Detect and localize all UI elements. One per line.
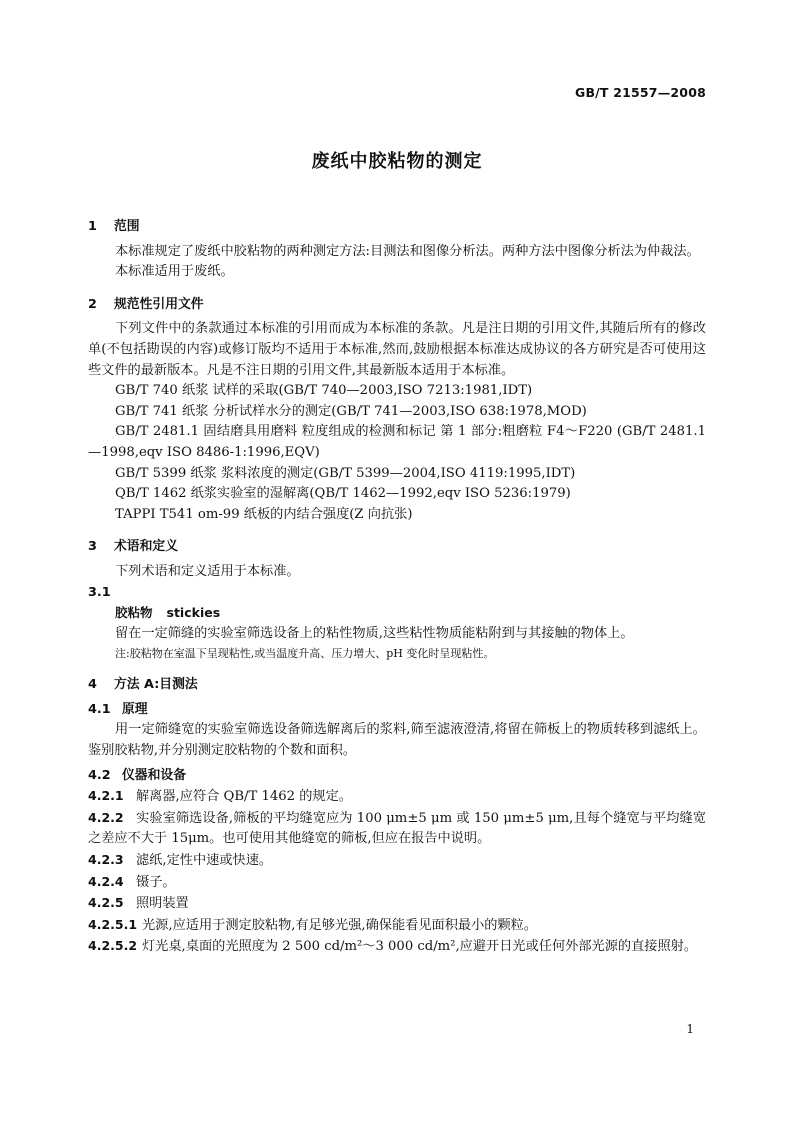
section-title: 范围 [114, 219, 140, 234]
reference-item: QB/T 1462 纸浆实验室的湿解离(QB/T 1462—1992,eqv ISO 5236:1979) [115, 486, 571, 502]
subsection-number: 4.1 [88, 701, 111, 717]
reference-item: TAPPI T541 om-99 纸板的内结合强度(Z 向抗张) [115, 506, 413, 522]
subsection-title: 仪器和设备 [122, 767, 186, 783]
section-2-heading [88, 295, 706, 316]
term-entry [88, 603, 706, 624]
term-note: 注:胶粘物在室温下呈现粘性,或当温度升高、压力增大、pH 变化时呈现粘性。 [115, 647, 495, 661]
document-title: 废纸中胶粘物的测定 [311, 151, 483, 172]
clause-item [88, 915, 706, 937]
subsection-number: 4.2 [88, 767, 111, 783]
section-number: 3 [88, 539, 97, 555]
section-3-heading [88, 537, 706, 558]
reference-item: GB/T 2481.1 固结磨具用磨料 粒度组成的检测和标记 第 1 部分:粗磨粒 F4～F220 (GB/T 2481.1—1998,eqv ISO 8486-1:1996,EQV) [88, 424, 706, 460]
clause-text: 滤纸,定性中速或快速。 [136, 853, 273, 869]
clause-item [88, 872, 706, 894]
reference-item: GB/T 5399 纸浆 浆料浓度的测定(GB/T 5399—2004,ISO 4119:1995,IDT) [115, 465, 576, 481]
clause-text: 解离器,应符合 QB/T 1462 的规定。 [136, 789, 352, 805]
paragraph: 下列文件中的条款通过本标准的引用而成为本标准的条款。凡是注日期的引用文件,其随后所有的修改单(不包括勘误的内容)或修订版均不适用于本标准,然而,鼓励根据本标准达成协议的各方研究是否可使用这些文件的最新版本。凡是不注日期的引用文件,其最新版本适用于本标准。 [88, 321, 706, 378]
term-english: stickies [166, 605, 221, 621]
section-title: 方法 A:目测法 [114, 677, 198, 693]
clause-text: 灯光桌,桌面的光照度为 2 500 cd/m²～3 000 cd/m²,应避开日光或任何外部光源的直接照射。 [142, 939, 698, 955]
clause-item [88, 786, 706, 808]
clause-item [88, 850, 706, 872]
paragraph: 下列术语和定义适用于本标准。 [115, 563, 300, 579]
clause-item [88, 936, 706, 958]
section-number: 4 [88, 677, 97, 693]
subsection-title: 原理 [122, 701, 148, 717]
section-title: 规范性引用文件 [114, 296, 204, 312]
standard-code: GB/T 21557—2008 [574, 85, 706, 100]
subsection-4-1-heading [88, 700, 706, 721]
document-body [88, 217, 706, 958]
section-number: 2 [88, 296, 97, 312]
term-definition: 留在一定筛缝的实验室筛选设备上的粘性物质,这些粘性物质能粘附到与其接触的物体上。 [115, 625, 634, 641]
paragraph: 本标准规定了废纸中胶粘物的两种测定方法:目测法和图像分析法。两种方法中图像分析法为仲裁法。 [115, 243, 700, 259]
clause-number: 4.2.5 [88, 895, 124, 911]
clause-text: 镊子。 [136, 874, 176, 890]
clause-item [88, 893, 706, 915]
term-chinese: 胶粘物 [115, 605, 153, 621]
section-1-heading [88, 217, 706, 238]
section-title: 术语和定义 [114, 539, 178, 555]
subsection-4-2-heading [88, 766, 706, 787]
reference-item: GB/T 741 纸浆 分析试样水分的测定(GB/T 741—2003,ISO 638:1978,MOD) [115, 403, 587, 419]
clause-number: 4.2.5.2 [88, 938, 138, 954]
clause-text: 光源,应适用于测定胶粘物,有足够光强,确保能看见面积最小的颗粒。 [142, 917, 538, 933]
clause-number: 4.2.5.1 [88, 916, 138, 932]
reference-item: GB/T 740 纸浆 试样的采取(GB/T 740—2003,ISO 7213:1981,IDT) [115, 383, 533, 399]
clause-item [88, 808, 706, 850]
paragraph: 用一定筛缝宽的实验室筛选设备筛选解离后的浆料,筛至滤液澄清,将留在筛板上的物质转移到滤纸上。鉴别胶粘物,并分别测定胶粘物的个数和面积。 [88, 722, 706, 759]
clause-number: 4.2.3 [88, 852, 124, 868]
page-number: 1 [686, 1022, 694, 1037]
clause-number: 4.2.4 [88, 873, 124, 889]
clause-number: 4.2.1 [88, 788, 124, 804]
clause-text: 照明装置 [136, 896, 189, 912]
subsection-number: 3.1 [88, 584, 111, 600]
section-number: 1 [88, 219, 97, 234]
clause-number: 4.2.2 [88, 809, 124, 825]
clause-text: 实验室筛选设备,筛板的平均缝宽应为 100 μm±5 μm 或 150 μm±5 μm,且每个缝宽与平均缝宽之差应不大于 15μm。也可使用其他缝宽的筛板,但应在报告中说明。 [88, 810, 706, 847]
paragraph: 本标准适用于废纸。 [115, 264, 234, 280]
section-4-heading [88, 675, 706, 696]
